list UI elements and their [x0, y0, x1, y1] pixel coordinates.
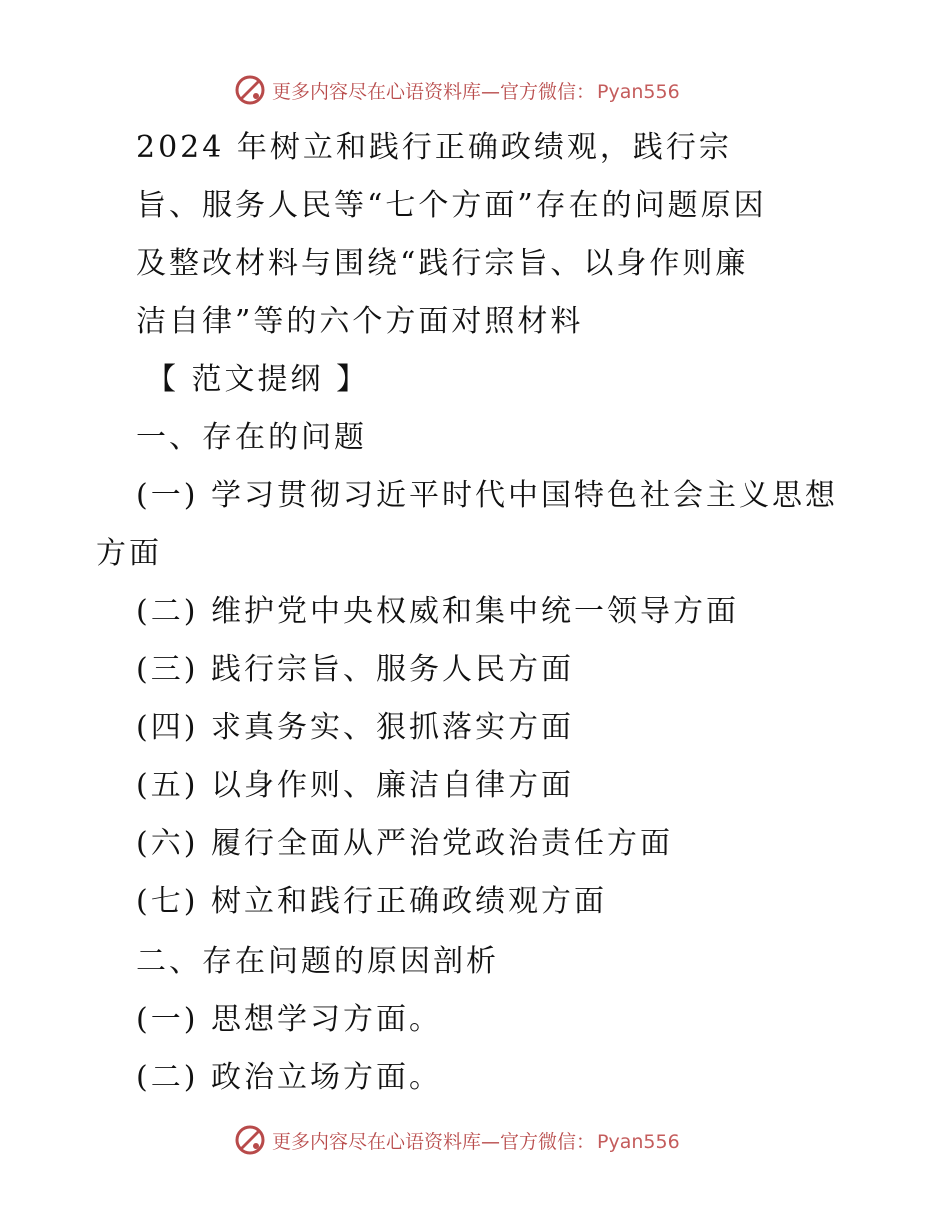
title-line-4: 洁自律”等的六个方面对照材料 — [136, 304, 584, 339]
wechat-id: Pyan556 — [597, 1130, 680, 1153]
logo-icon — [234, 1124, 266, 1156]
section-1-item-1: (一) 学习贯彻习近平时代中国特色社会主义思想 — [136, 478, 838, 513]
title-line-3: 及整改材料与围绕“践行宗旨、以身作则廉 — [136, 246, 749, 281]
section-1-item-7: (七) 树立和践行正确政绩观方面 — [136, 884, 607, 919]
section-2-heading: 二、存在问题的原因剖析 — [136, 944, 499, 979]
section-1-item-3: (三) 践行宗旨、服务人民方面 — [136, 652, 574, 687]
section-1-item-2: (二) 维护党中央权威和集中统一领导方面 — [136, 594, 739, 629]
title-line-1: 2024 年树立和践行正确政绩观，践行宗 — [136, 130, 732, 165]
section-1-item-4: (四) 求真务实、狠抓落实方面 — [136, 710, 574, 745]
section-2-item-1: (一) 思想学习方面。 — [136, 1002, 442, 1037]
outline-heading: 【 范文提纲 】 — [146, 362, 370, 397]
section-2-item-2: (二) 政治立场方面。 — [136, 1060, 442, 1095]
logo-icon — [234, 74, 266, 106]
header-watermark — [234, 70, 680, 110]
section-1-item-5: (五) 以身作则、廉洁自律方面 — [136, 768, 574, 803]
section-1-item-1-cont: 方面 — [96, 536, 162, 571]
wechat-id: Pyan556 — [597, 80, 680, 103]
footer-watermark — [234, 1120, 680, 1160]
section-1-item-6: (六) 履行全面从严治党政治责任方面 — [136, 826, 673, 861]
watermark-text: 更多内容尽在心语资料库—官方微信： Pyan556 — [272, 80, 680, 103]
section-1-heading: 一、存在的问题 — [136, 420, 367, 455]
watermark-text: 更多内容尽在心语资料库—官方微信： Pyan556 — [272, 1130, 680, 1153]
title-line-2: 旨、服务人民等“七个方面”存在的问题原因 — [136, 188, 767, 223]
